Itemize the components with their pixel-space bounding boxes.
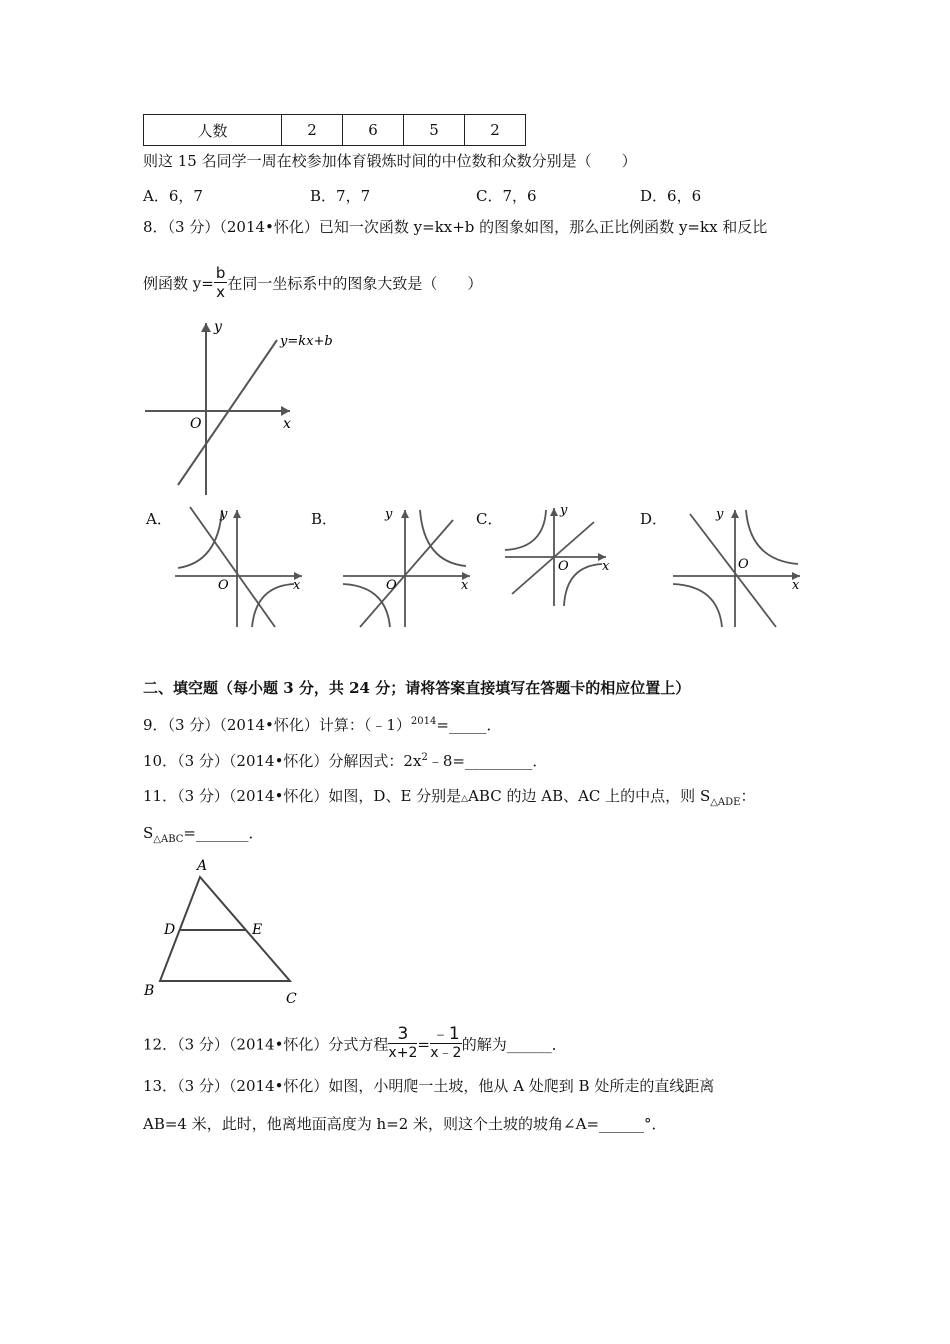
axis-x-label: x [792,578,800,593]
q13-line2: AB=4 米，此时，他离地面高度为 h=2 米，则这个土坡的坡角∠A=______°． [143,1115,667,1133]
hyperbola-branch [420,510,466,566]
y-axis-arrow [201,323,211,332]
q8-line2-post: 在同一坐标系中的图象大致是（ ） [227,274,483,293]
linear-function-graph [140,315,350,500]
table-cell: 2 [282,115,343,146]
q10-pre: 10．（3 分）（2014•怀化）分解因式：2x [143,752,422,770]
q8-line2 [143,266,482,303]
q11-line2-pre: S [143,824,154,842]
label-c: C [286,991,297,1005]
q9-pre: 9．（3 分）（2014•怀化）计算：（﹣1） [143,716,411,734]
q10-post: ﹣8=_________． [427,752,548,770]
hyperbola-branch [564,564,602,606]
graph-label: y=kx+b [280,334,333,349]
fraction-numerator: b [215,264,226,282]
hyperbola-branch [178,510,222,568]
axis-y-label: y [214,319,222,335]
label-a: A [197,858,208,874]
label-d: D [164,922,176,938]
fraction-denominator: x﹣2 [430,1045,462,1061]
line-y-kx [512,522,594,594]
q11-sub-abc: △ABC [153,834,184,845]
line-y-kx-b [178,340,277,485]
axis-x-label: x [602,559,610,574]
option-b-graph [338,502,478,632]
q7-option-d: D．6，6 [640,187,702,205]
q11-sub-ade: △ADE [710,797,741,808]
table-header-cell: 人数 [144,115,282,146]
table-cell: 2 [465,115,526,146]
option-d-graph [668,502,808,632]
q7-stem: 则这 15 名同学一周在校参加体育锻炼时间的中位数和众数分别是（ ） [143,152,637,170]
axis-x-label: x [461,578,469,593]
origin-label: O [738,557,749,572]
origin-label: O [558,559,569,574]
q11-line2 [143,822,263,845]
q12 [143,1024,567,1064]
data-table [143,114,526,146]
q9-post: =_____． [436,716,502,734]
q7-option-b: B．7，7 [310,187,371,205]
y-axis-arrow [401,510,409,518]
axis-x-label: x [283,416,291,432]
table-cell: 5 [404,115,465,146]
axis-y-label: y [560,503,568,518]
y-axis-arrow [233,510,241,518]
q8-option-d: D． [640,510,668,528]
q11-line1 [143,785,755,808]
line-y-kx [690,514,776,627]
origin-label: O [190,416,202,432]
q8-option-a: A． [146,510,172,528]
triangle-symbol: △ [461,794,469,804]
q8-line2-pre: 例函数 y= [143,274,214,293]
table-row [144,115,526,146]
q8-option-c: C． [476,510,503,528]
axis-x-label: x [293,578,301,593]
triangle-figure [140,855,310,1005]
hyperbola-branch [505,510,546,550]
label-b: B [144,983,155,999]
q10 [143,750,547,771]
q8-option-b: B． [311,510,338,528]
q11-line1-pre: 11．（3 分）（2014•怀化）如图，D、E 分别是 [143,787,462,805]
y-axis-arrow [731,510,739,518]
q12-post: 的解为______． [461,1035,567,1054]
origin-label: O [386,578,397,593]
q12-pre: 12．（3 分）（2014•怀化）分式方程 [143,1035,389,1054]
q13-line1: 13．（3 分）（2014•怀化）如图，小明爬一土坡，他从 A 处爬到 B 处所走的直线距离 [143,1077,715,1095]
q8-fraction [214,264,228,301]
q11-line1-post: ： [740,787,756,805]
fraction-numerator: 3 [388,1025,417,1044]
q11-line2-post: =_______． [183,824,264,842]
q9 [143,714,501,735]
hyperbola-branch [746,510,798,564]
q12-equals: = [417,1035,430,1054]
hyperbola-branch [252,584,294,627]
q7-option-c: C．7，6 [476,187,537,205]
fraction-denominator: x [216,283,226,301]
q11-line1-mid: ABC 的边 AB、AC 上的中点，则 S [468,787,711,805]
q12-fraction-2 [430,1025,462,1062]
fraction-numerator: ﹣1 [431,1024,460,1044]
q8-line1: 8．（3 分）（2014•怀化）已知一次函数 y=kx+b 的图象如图，那么正比例函数 y=kx 和反比 [143,218,768,236]
q10-exponent: 2 [421,752,428,763]
axis-y-label: y [385,507,393,522]
y-axis-arrow [550,508,558,516]
label-e: E [252,922,263,938]
section-title: 二、填空题（每小题 3 分，共 24 分；请将答案直接填写在答题卡的相应位置上） [143,679,691,697]
q9-exponent: 2014 [410,716,437,727]
origin-label: O [218,578,229,593]
axis-y-label: y [220,507,228,522]
axis-y-label: y [716,507,724,522]
q7-option-a: A．6，7 [143,187,203,205]
hyperbola-branch [673,584,722,627]
line-y-kx [360,520,453,627]
option-a-graph [170,502,310,632]
fraction-denominator: x+2 [388,1045,418,1061]
option-c-graph [502,502,622,612]
line-y-kx [190,507,275,627]
x-axis-arrow [281,406,290,416]
q12-fraction-1 [388,1025,417,1062]
table-cell: 6 [343,115,404,146]
